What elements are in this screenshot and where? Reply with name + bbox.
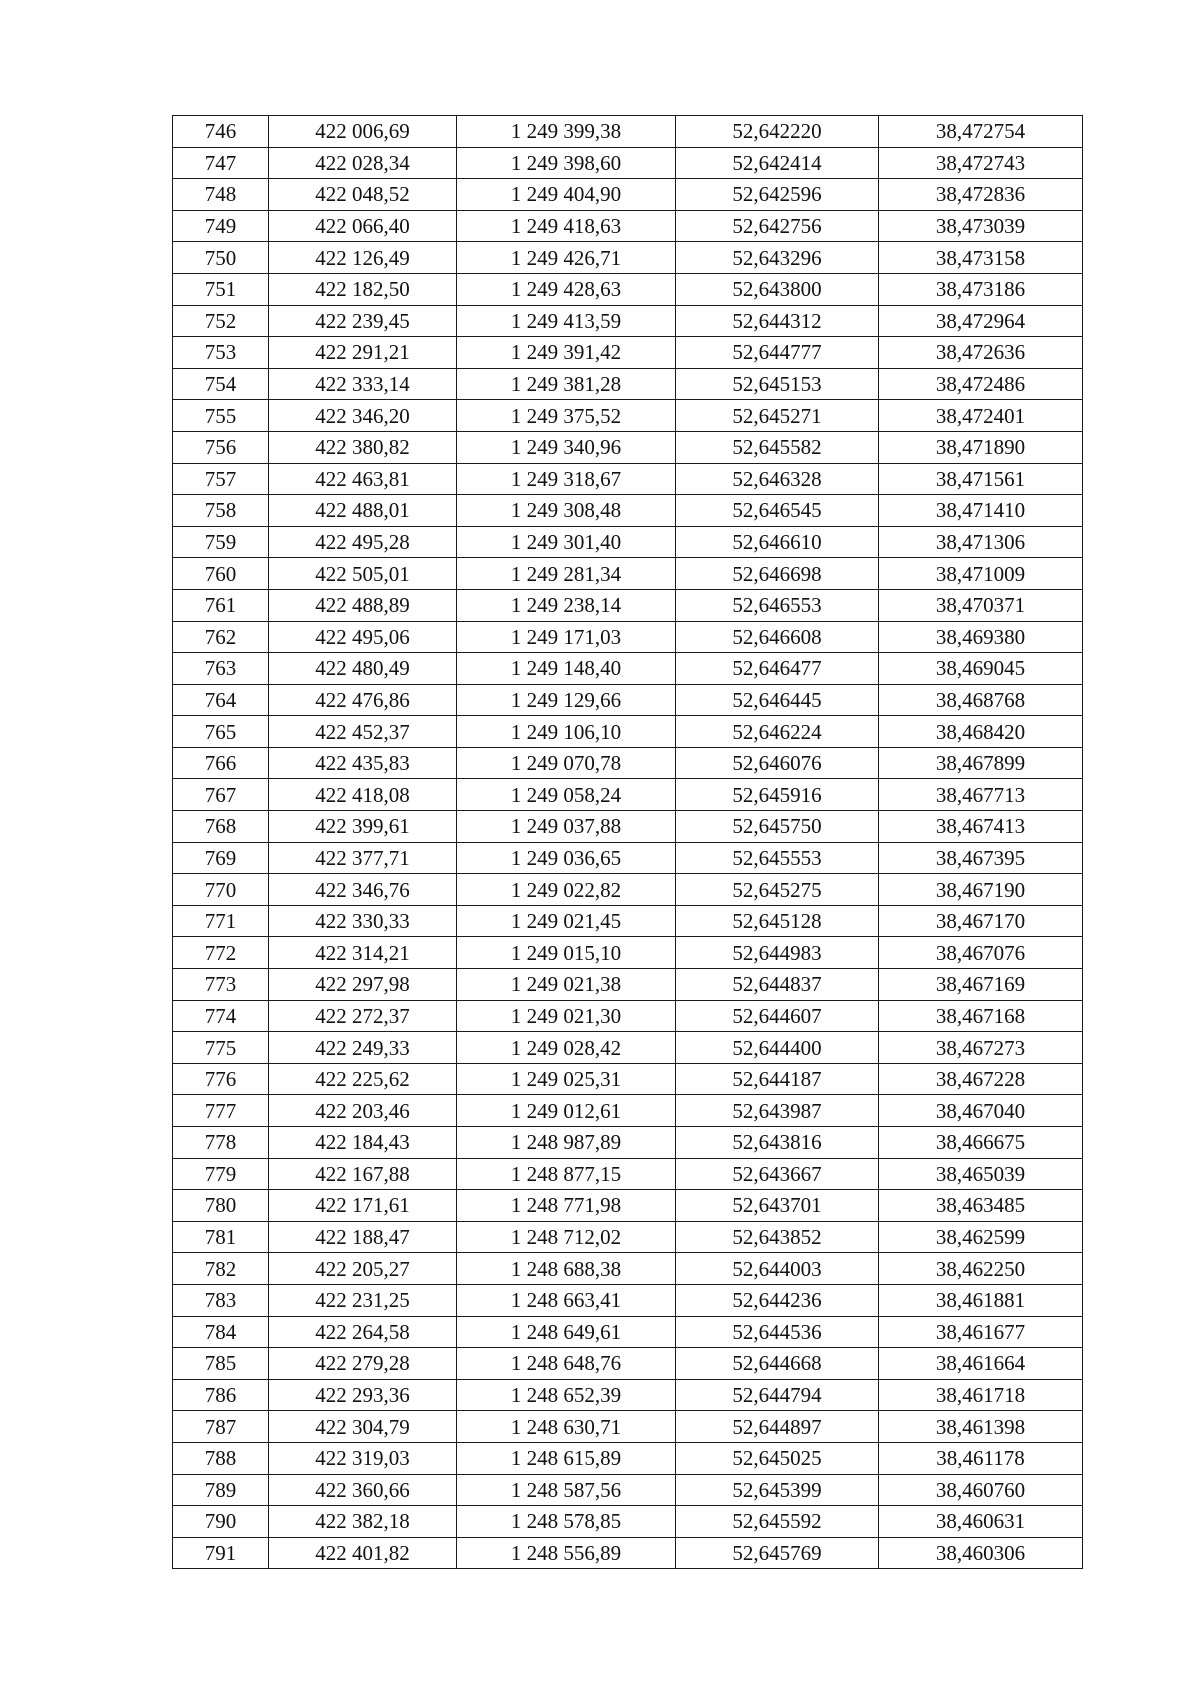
latitude-cell: 52,643816 [676, 1127, 879, 1159]
latitude-cell: 52,646328 [676, 463, 879, 495]
x-coordinate-cell: 422 505,01 [269, 558, 457, 590]
longitude-cell: 38,467168 [879, 1000, 1083, 1032]
latitude-cell: 52,646076 [676, 747, 879, 779]
table-row [173, 495, 1083, 527]
point-number-cell: 770 [173, 874, 269, 906]
x-coordinate-cell: 422 382,18 [269, 1506, 457, 1538]
y-coordinate-cell: 1 248 630,71 [457, 1411, 676, 1443]
table-row [173, 116, 1083, 148]
point-number-cell: 768 [173, 811, 269, 843]
longitude-cell: 38,463485 [879, 1190, 1083, 1222]
latitude-cell: 52,644003 [676, 1253, 879, 1285]
y-coordinate-cell: 1 248 652,39 [457, 1379, 676, 1411]
x-coordinate-cell: 422 171,61 [269, 1190, 457, 1222]
longitude-cell: 38,467076 [879, 937, 1083, 969]
point-number-cell: 781 [173, 1221, 269, 1253]
latitude-cell: 52,646224 [676, 716, 879, 748]
y-coordinate-cell: 1 249 021,30 [457, 1000, 676, 1032]
table-row [173, 463, 1083, 495]
x-coordinate-cell: 422 488,89 [269, 589, 457, 621]
table-row [173, 653, 1083, 685]
longitude-cell: 38,471890 [879, 431, 1083, 463]
longitude-cell: 38,467170 [879, 905, 1083, 937]
point-number-cell: 759 [173, 526, 269, 558]
longitude-cell: 38,471561 [879, 463, 1083, 495]
y-coordinate-cell: 1 248 712,02 [457, 1221, 676, 1253]
latitude-cell: 52,644794 [676, 1379, 879, 1411]
x-coordinate-cell: 422 225,62 [269, 1063, 457, 1095]
table-row [173, 1506, 1083, 1538]
longitude-cell: 38,473039 [879, 210, 1083, 242]
x-coordinate-cell: 422 167,88 [269, 1158, 457, 1190]
x-coordinate-cell: 422 380,82 [269, 431, 457, 463]
longitude-cell: 38,467273 [879, 1032, 1083, 1064]
x-coordinate-cell: 422 297,98 [269, 969, 457, 1001]
y-coordinate-cell: 1 248 648,76 [457, 1348, 676, 1380]
point-number-cell: 790 [173, 1506, 269, 1538]
table-row [173, 905, 1083, 937]
x-coordinate-cell: 422 360,66 [269, 1474, 457, 1506]
longitude-cell: 38,467040 [879, 1095, 1083, 1127]
longitude-cell: 38,461178 [879, 1442, 1083, 1474]
table-row [173, 589, 1083, 621]
latitude-cell: 52,645592 [676, 1506, 879, 1538]
x-coordinate-cell: 422 279,28 [269, 1348, 457, 1380]
table-row [173, 1063, 1083, 1095]
latitude-cell: 52,644983 [676, 937, 879, 969]
point-number-cell: 753 [173, 337, 269, 369]
longitude-cell: 38,467413 [879, 811, 1083, 843]
table-row [173, 1253, 1083, 1285]
table-row [173, 779, 1083, 811]
point-number-cell: 757 [173, 463, 269, 495]
latitude-cell: 52,645582 [676, 431, 879, 463]
latitude-cell: 52,644837 [676, 969, 879, 1001]
latitude-cell: 52,643987 [676, 1095, 879, 1127]
point-number-cell: 755 [173, 400, 269, 432]
longitude-cell: 38,468768 [879, 684, 1083, 716]
point-number-cell: 758 [173, 495, 269, 527]
y-coordinate-cell: 1 249 058,24 [457, 779, 676, 811]
point-number-cell: 760 [173, 558, 269, 590]
table-row [173, 1474, 1083, 1506]
latitude-cell: 52,645399 [676, 1474, 879, 1506]
point-number-cell: 787 [173, 1411, 269, 1443]
table-row [173, 1127, 1083, 1159]
longitude-cell: 38,468420 [879, 716, 1083, 748]
x-coordinate-cell: 422 435,83 [269, 747, 457, 779]
latitude-cell: 52,646445 [676, 684, 879, 716]
point-number-cell: 791 [173, 1537, 269, 1569]
y-coordinate-cell: 1 248 663,41 [457, 1284, 676, 1316]
latitude-cell: 52,644897 [676, 1411, 879, 1443]
latitude-cell: 52,644400 [676, 1032, 879, 1064]
table-row [173, 1348, 1083, 1380]
point-number-cell: 748 [173, 179, 269, 211]
longitude-cell: 38,462250 [879, 1253, 1083, 1285]
table-row [173, 1221, 1083, 1253]
y-coordinate-cell: 1 249 398,60 [457, 147, 676, 179]
latitude-cell: 52,644187 [676, 1063, 879, 1095]
point-number-cell: 779 [173, 1158, 269, 1190]
table-row [173, 747, 1083, 779]
x-coordinate-cell: 422 476,86 [269, 684, 457, 716]
y-coordinate-cell: 1 249 318,67 [457, 463, 676, 495]
table-row [173, 969, 1083, 1001]
y-coordinate-cell: 1 249 037,88 [457, 811, 676, 843]
longitude-cell: 38,469380 [879, 621, 1083, 653]
table-row [173, 1537, 1083, 1569]
y-coordinate-cell: 1 249 413,59 [457, 305, 676, 337]
x-coordinate-cell: 422 184,43 [269, 1127, 457, 1159]
longitude-cell: 38,470371 [879, 589, 1083, 621]
table-row [173, 1442, 1083, 1474]
table-row [173, 431, 1083, 463]
longitude-cell: 38,461398 [879, 1411, 1083, 1443]
x-coordinate-cell: 422 272,37 [269, 1000, 457, 1032]
longitude-cell: 38,471009 [879, 558, 1083, 590]
point-number-cell: 749 [173, 210, 269, 242]
x-coordinate-cell: 422 048,52 [269, 179, 457, 211]
x-coordinate-cell: 422 264,58 [269, 1316, 457, 1348]
longitude-cell: 38,472486 [879, 368, 1083, 400]
longitude-cell: 38,472964 [879, 305, 1083, 337]
latitude-cell: 52,646545 [676, 495, 879, 527]
y-coordinate-cell: 1 249 340,96 [457, 431, 676, 463]
x-coordinate-cell: 422 333,14 [269, 368, 457, 400]
y-coordinate-cell: 1 249 375,52 [457, 400, 676, 432]
latitude-cell: 52,646698 [676, 558, 879, 590]
table-row [173, 147, 1083, 179]
y-coordinate-cell: 1 249 021,45 [457, 905, 676, 937]
x-coordinate-cell: 422 203,46 [269, 1095, 457, 1127]
point-number-cell: 746 [173, 116, 269, 148]
x-coordinate-cell: 422 066,40 [269, 210, 457, 242]
latitude-cell: 52,643852 [676, 1221, 879, 1253]
coordinates-table [172, 115, 1083, 1569]
x-coordinate-cell: 422 182,50 [269, 273, 457, 305]
point-number-cell: 782 [173, 1253, 269, 1285]
x-coordinate-cell: 422 399,61 [269, 811, 457, 843]
y-coordinate-cell: 1 248 649,61 [457, 1316, 676, 1348]
table-row [173, 273, 1083, 305]
table-row [173, 1284, 1083, 1316]
point-number-cell: 788 [173, 1442, 269, 1474]
table-row [173, 1032, 1083, 1064]
latitude-cell: 52,642220 [676, 116, 879, 148]
latitude-cell: 52,644312 [676, 305, 879, 337]
latitude-cell: 52,643800 [676, 273, 879, 305]
point-number-cell: 750 [173, 242, 269, 274]
y-coordinate-cell: 1 249 391,42 [457, 337, 676, 369]
latitude-cell: 52,644668 [676, 1348, 879, 1380]
table-row [173, 874, 1083, 906]
x-coordinate-cell: 422 495,06 [269, 621, 457, 653]
x-coordinate-cell: 422 330,33 [269, 905, 457, 937]
latitude-cell: 52,643296 [676, 242, 879, 274]
x-coordinate-cell: 422 205,27 [269, 1253, 457, 1285]
table-row [173, 1095, 1083, 1127]
latitude-cell: 52,645025 [676, 1442, 879, 1474]
y-coordinate-cell: 1 249 129,66 [457, 684, 676, 716]
longitude-cell: 38,467190 [879, 874, 1083, 906]
table-row [173, 242, 1083, 274]
latitude-cell: 52,646610 [676, 526, 879, 558]
longitude-cell: 38,472754 [879, 116, 1083, 148]
latitude-cell: 52,645750 [676, 811, 879, 843]
longitude-cell: 38,471306 [879, 526, 1083, 558]
longitude-cell: 38,472836 [879, 179, 1083, 211]
y-coordinate-cell: 1 249 070,78 [457, 747, 676, 779]
y-coordinate-cell: 1 248 771,98 [457, 1190, 676, 1222]
x-coordinate-cell: 422 126,49 [269, 242, 457, 274]
x-coordinate-cell: 422 401,82 [269, 1537, 457, 1569]
y-coordinate-cell: 1 249 022,82 [457, 874, 676, 906]
longitude-cell: 38,472636 [879, 337, 1083, 369]
point-number-cell: 789 [173, 1474, 269, 1506]
y-coordinate-cell: 1 249 418,63 [457, 210, 676, 242]
x-coordinate-cell: 422 377,71 [269, 842, 457, 874]
y-coordinate-cell: 1 249 028,42 [457, 1032, 676, 1064]
x-coordinate-cell: 422 346,76 [269, 874, 457, 906]
longitude-cell: 38,467395 [879, 842, 1083, 874]
x-coordinate-cell: 422 249,33 [269, 1032, 457, 1064]
y-coordinate-cell: 1 248 587,56 [457, 1474, 676, 1506]
x-coordinate-cell: 422 304,79 [269, 1411, 457, 1443]
longitude-cell: 38,466675 [879, 1127, 1083, 1159]
table-row [173, 684, 1083, 716]
x-coordinate-cell: 422 231,25 [269, 1284, 457, 1316]
longitude-cell: 38,472401 [879, 400, 1083, 432]
point-number-cell: 785 [173, 1348, 269, 1380]
point-number-cell: 767 [173, 779, 269, 811]
table-row [173, 1000, 1083, 1032]
longitude-cell: 38,467899 [879, 747, 1083, 779]
table-row [173, 1158, 1083, 1190]
y-coordinate-cell: 1 248 688,38 [457, 1253, 676, 1285]
longitude-cell: 38,473158 [879, 242, 1083, 274]
y-coordinate-cell: 1 249 106,10 [457, 716, 676, 748]
x-coordinate-cell: 422 291,21 [269, 337, 457, 369]
point-number-cell: 776 [173, 1063, 269, 1095]
table-row [173, 305, 1083, 337]
latitude-cell: 52,644777 [676, 337, 879, 369]
point-number-cell: 751 [173, 273, 269, 305]
point-number-cell: 775 [173, 1032, 269, 1064]
latitude-cell: 52,643701 [676, 1190, 879, 1222]
point-number-cell: 774 [173, 1000, 269, 1032]
y-coordinate-cell: 1 249 381,28 [457, 368, 676, 400]
table-row [173, 621, 1083, 653]
table-row [173, 210, 1083, 242]
y-coordinate-cell: 1 249 012,61 [457, 1095, 676, 1127]
y-coordinate-cell: 1 249 148,40 [457, 653, 676, 685]
longitude-cell: 38,461677 [879, 1316, 1083, 1348]
y-coordinate-cell: 1 249 426,71 [457, 242, 676, 274]
x-coordinate-cell: 422 188,47 [269, 1221, 457, 1253]
latitude-cell: 52,646477 [676, 653, 879, 685]
y-coordinate-cell: 1 248 556,89 [457, 1537, 676, 1569]
latitude-cell: 52,644607 [676, 1000, 879, 1032]
point-number-cell: 752 [173, 305, 269, 337]
point-number-cell: 762 [173, 621, 269, 653]
x-coordinate-cell: 422 314,21 [269, 937, 457, 969]
latitude-cell: 52,645275 [676, 874, 879, 906]
point-number-cell: 786 [173, 1379, 269, 1411]
coordinates-table-body [173, 116, 1083, 1569]
y-coordinate-cell: 1 248 877,15 [457, 1158, 676, 1190]
x-coordinate-cell: 422 293,36 [269, 1379, 457, 1411]
point-number-cell: 769 [173, 842, 269, 874]
table-row [173, 337, 1083, 369]
latitude-cell: 52,645769 [676, 1537, 879, 1569]
latitude-cell: 52,642756 [676, 210, 879, 242]
y-coordinate-cell: 1 249 015,10 [457, 937, 676, 969]
point-number-cell: 772 [173, 937, 269, 969]
longitude-cell: 38,460306 [879, 1537, 1083, 1569]
longitude-cell: 38,472743 [879, 147, 1083, 179]
longitude-cell: 38,471410 [879, 495, 1083, 527]
y-coordinate-cell: 1 249 308,48 [457, 495, 676, 527]
y-coordinate-cell: 1 248 578,85 [457, 1506, 676, 1538]
table-row [173, 179, 1083, 211]
longitude-cell: 38,465039 [879, 1158, 1083, 1190]
longitude-cell: 38,462599 [879, 1221, 1083, 1253]
point-number-cell: 764 [173, 684, 269, 716]
x-coordinate-cell: 422 028,34 [269, 147, 457, 179]
longitude-cell: 38,467169 [879, 969, 1083, 1001]
longitude-cell: 38,467228 [879, 1063, 1083, 1095]
point-number-cell: 763 [173, 653, 269, 685]
table-row [173, 842, 1083, 874]
y-coordinate-cell: 1 249 021,38 [457, 969, 676, 1001]
point-number-cell: 756 [173, 431, 269, 463]
table-row [173, 368, 1083, 400]
x-coordinate-cell: 422 488,01 [269, 495, 457, 527]
point-number-cell: 780 [173, 1190, 269, 1222]
point-number-cell: 783 [173, 1284, 269, 1316]
point-number-cell: 754 [173, 368, 269, 400]
table-row [173, 811, 1083, 843]
point-number-cell: 771 [173, 905, 269, 937]
y-coordinate-cell: 1 248 615,89 [457, 1442, 676, 1474]
latitude-cell: 52,645153 [676, 368, 879, 400]
point-number-cell: 773 [173, 969, 269, 1001]
x-coordinate-cell: 422 418,08 [269, 779, 457, 811]
longitude-cell: 38,460760 [879, 1474, 1083, 1506]
longitude-cell: 38,460631 [879, 1506, 1083, 1538]
x-coordinate-cell: 422 319,03 [269, 1442, 457, 1474]
latitude-cell: 52,644236 [676, 1284, 879, 1316]
x-coordinate-cell: 422 463,81 [269, 463, 457, 495]
longitude-cell: 38,461664 [879, 1348, 1083, 1380]
table-row [173, 558, 1083, 590]
table-row [173, 1190, 1083, 1222]
latitude-cell: 52,645271 [676, 400, 879, 432]
longitude-cell: 38,469045 [879, 653, 1083, 685]
longitude-cell: 38,461718 [879, 1379, 1083, 1411]
point-number-cell: 761 [173, 589, 269, 621]
y-coordinate-cell: 1 249 428,63 [457, 273, 676, 305]
table-row [173, 1379, 1083, 1411]
point-number-cell: 778 [173, 1127, 269, 1159]
longitude-cell: 38,461881 [879, 1284, 1083, 1316]
table-row [173, 526, 1083, 558]
y-coordinate-cell: 1 249 399,38 [457, 116, 676, 148]
y-coordinate-cell: 1 249 036,65 [457, 842, 676, 874]
point-number-cell: 747 [173, 147, 269, 179]
latitude-cell: 52,646553 [676, 589, 879, 621]
y-coordinate-cell: 1 248 987,89 [457, 1127, 676, 1159]
longitude-cell: 38,473186 [879, 273, 1083, 305]
x-coordinate-cell: 422 006,69 [269, 116, 457, 148]
point-number-cell: 765 [173, 716, 269, 748]
x-coordinate-cell: 422 452,37 [269, 716, 457, 748]
table-row [173, 400, 1083, 432]
x-coordinate-cell: 422 346,20 [269, 400, 457, 432]
latitude-cell: 52,642414 [676, 147, 879, 179]
y-coordinate-cell: 1 249 238,14 [457, 589, 676, 621]
point-number-cell: 766 [173, 747, 269, 779]
y-coordinate-cell: 1 249 025,31 [457, 1063, 676, 1095]
point-number-cell: 784 [173, 1316, 269, 1348]
x-coordinate-cell: 422 480,49 [269, 653, 457, 685]
point-number-cell: 777 [173, 1095, 269, 1127]
x-coordinate-cell: 422 239,45 [269, 305, 457, 337]
y-coordinate-cell: 1 249 301,40 [457, 526, 676, 558]
latitude-cell: 52,645916 [676, 779, 879, 811]
y-coordinate-cell: 1 249 171,03 [457, 621, 676, 653]
latitude-cell: 52,645553 [676, 842, 879, 874]
longitude-cell: 38,467713 [879, 779, 1083, 811]
y-coordinate-cell: 1 249 281,34 [457, 558, 676, 590]
latitude-cell: 52,643667 [676, 1158, 879, 1190]
x-coordinate-cell: 422 495,28 [269, 526, 457, 558]
table-row [173, 1411, 1083, 1443]
y-coordinate-cell: 1 249 404,90 [457, 179, 676, 211]
table-row [173, 937, 1083, 969]
table-row [173, 1316, 1083, 1348]
table-row [173, 716, 1083, 748]
latitude-cell: 52,644536 [676, 1316, 879, 1348]
latitude-cell: 52,646608 [676, 621, 879, 653]
latitude-cell: 52,642596 [676, 179, 879, 211]
latitude-cell: 52,645128 [676, 905, 879, 937]
